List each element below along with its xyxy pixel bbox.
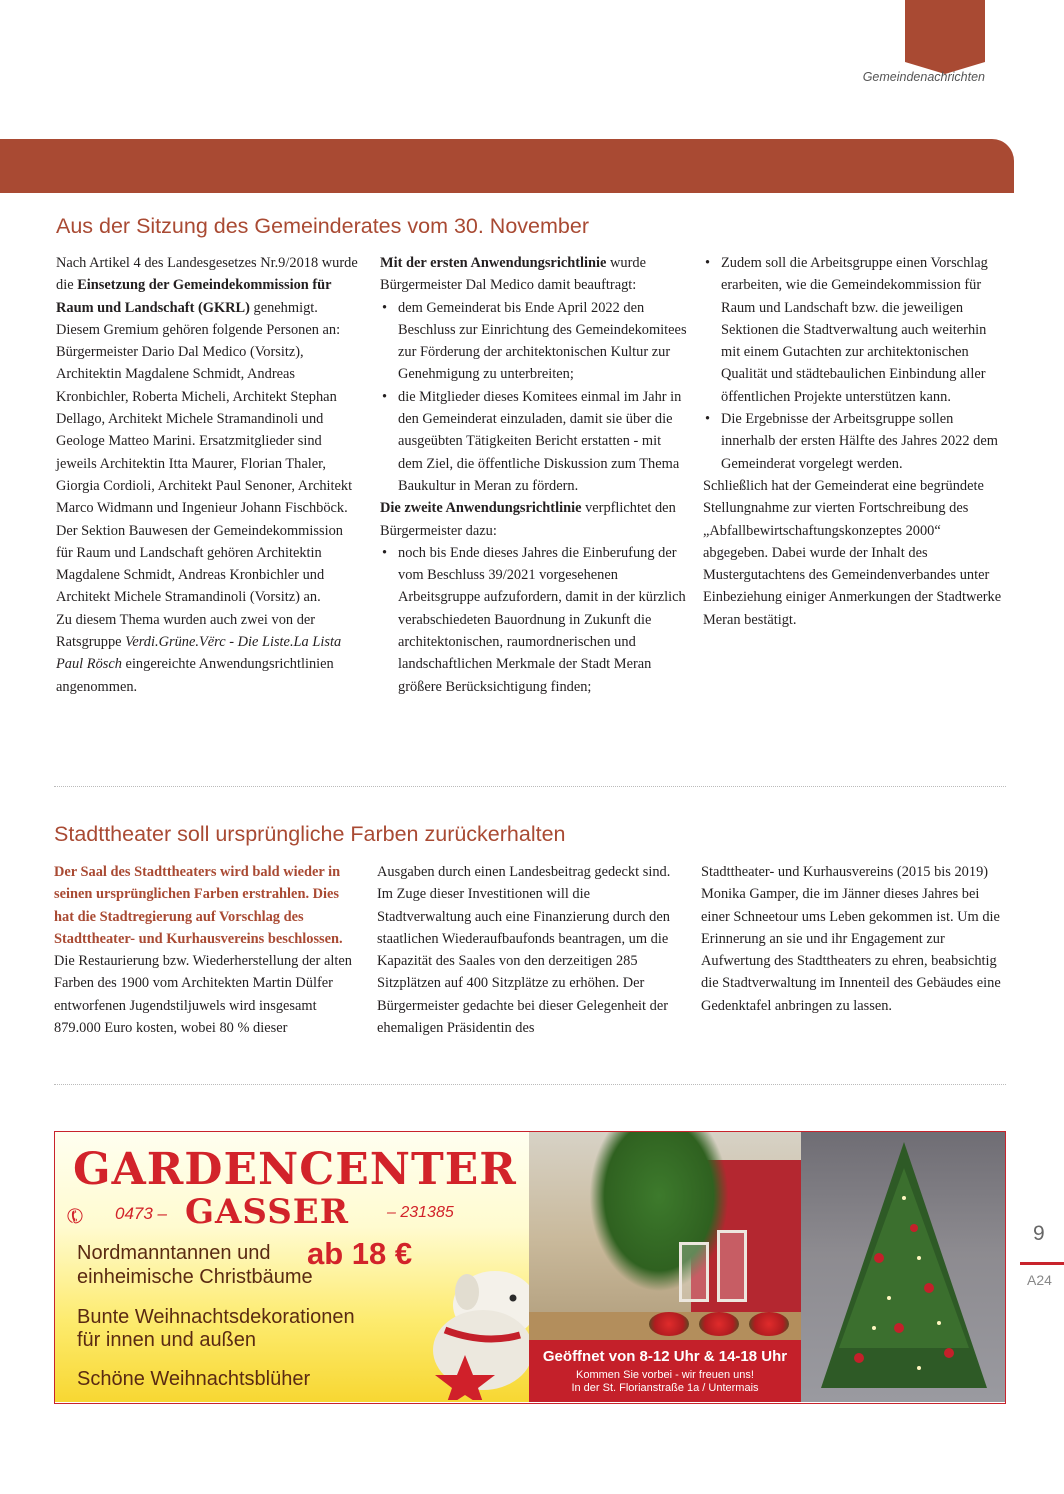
article-2-paragraph: Ausgaben durch einen Landesbeitrag gedeckt sind. Im Zuge dieser Investitionen will die Stadtverwaltung auch eine Finanzierung durch den staatlichen Wiederaufbaufonds beantragen, um die Kapazität des Saales von den derzeitigen 285 Sitzplätzen auf 400 Sitzplätze zu erhöhen. Der Bürgermeister gedachte bei dieser Gelegenheit der ehemaligen Präsidentin des <box>377 864 671 1037</box>
christmas-tree-photo <box>801 1132 1005 1402</box>
ad-phone-suffix: – 231385 <box>387 1204 454 1221</box>
ad-line-1a: Nordmanntannen und <box>77 1242 271 1264</box>
ad-text-panel <box>55 1132 529 1402</box>
flowers-image <box>649 1312 689 1336</box>
article-2-paragraph: Die Restaurierung bzw. Wiederherstellung der alten Farben des 1900 vom Architekten Martin Dülfer entworfenen Jugendstiljuwels wird insgesamt 879.000 Euro kosten, wobei 80 % dieser <box>54 953 352 1037</box>
welcome-text: Kommen Sie vorbei - wir freuen uns! <box>576 1369 754 1381</box>
lantern-image <box>679 1242 709 1302</box>
phone-icon: ✆ <box>62 1203 89 1231</box>
lantern-image <box>717 1230 747 1302</box>
ad-title: GARDENCENTER <box>73 1144 517 1195</box>
article-2-title: Stadttheater soll ursprüngliche Farben zurückerhalten <box>54 822 566 846</box>
text: wurde Bürgermeister Dal Medico damit beauftragt: <box>380 255 646 294</box>
page-code: A24 <box>1027 1272 1052 1288</box>
article-1-column-3 <box>703 252 1009 631</box>
text: eingereichte Anwendungsrichtlinien angenommen. <box>56 656 334 695</box>
section-tab <box>905 0 985 62</box>
article-1-title: Aus der Sitzung des Gemeinderates vom 30. November <box>56 214 589 238</box>
ad-line-2a: Bunte Weihnachtsdekorationen <box>77 1306 355 1328</box>
ad-line-3: Schöne Weihnachtsblüher <box>77 1368 311 1390</box>
ad-decoration-photo <box>529 1132 801 1402</box>
ad-brand: GASSER <box>185 1192 349 1232</box>
article-2-column-3 <box>701 861 1007 1017</box>
bold-text: Die zweite Anwendungsrichtlinie <box>380 500 582 517</box>
article-2-column-2 <box>377 861 685 1039</box>
page-number-rule <box>1020 1262 1064 1265</box>
article-1-paragraph <box>380 497 688 542</box>
list-item: • die Mitglieder dieses Komitees einmal im Jahr in den Gemeinderat einzuladen, damit sie über die ausgeübten Tätigkeiten Bericht erstatten - mit dem Ziel, die öffentliche Diskussion zum Thema Baukultur in Meran zu fördern. <box>380 386 688 497</box>
article-1-paragraph: Schließlich hat der Gemeinderat eine begründete Stellungnahme zur vierten Fortschreibung des „Abfallbewirtschaftungskonzeptes 2000“ abgegeben. Dabei wurde der Inhalt des Mustergutachtens des Gemeindenverbandes unter Einbeziehung einiger Anmerkungen der Stadtwerke Meran bestätigt. <box>703 477 1002 628</box>
divider <box>54 786 1006 787</box>
dog-image <box>425 1250 545 1400</box>
flowers-image <box>699 1312 739 1336</box>
page-number: 9 <box>1033 1222 1045 1245</box>
header-bar <box>0 139 1014 193</box>
list-item: • Zudem soll die Arbeitsgruppe einen Vorschlag erarbeiten, wie die Gemeindekommission für Raum und Landschaft bzw. die jeweiligen Sektionen die Stadtverwaltung auch weiterhin mit einem Gutachten zur architektonischen Qualität und städtebaulichen Einbindung aller öffentlichen Projekte unterstützen kann. <box>703 252 1009 408</box>
section-label: Gemeindenachrichten <box>862 70 985 84</box>
gardencenter-advertisement <box>54 1131 1006 1404</box>
article-1-column-2 <box>380 252 688 698</box>
bold-text: Mit der ersten Anwendungsrichtlinie <box>380 255 607 271</box>
ad-line-1b: einheimische Christbäume <box>77 1266 313 1288</box>
article-1-paragraph <box>56 252 362 609</box>
article-1-column-1 <box>56 252 362 698</box>
article-1-paragraph <box>380 252 688 297</box>
opening-hours: Geöffnet von 8-12 Uhr & 14-18 Uhr <box>542 1348 788 1365</box>
bullet-list <box>703 252 1009 475</box>
text: Zu diesem Thema wurden auch zwei von der Ratsgruppe <box>56 611 316 651</box>
ad-phone-prefix: 0473 – <box>115 1204 167 1223</box>
text: verpflichtet den Bürgermeister dazu: <box>380 500 676 539</box>
article-2-column-1 <box>54 861 360 1039</box>
bold-text: Einsetzung der Gemeindekommission für Raum und Landschaft (GKRL) <box>56 277 332 316</box>
article-2-paragraph: Stadttheater- und Kurhausvereins (2015 bis 2019) Monika Gamper, die im Jänner dieses Jahres bei einer Schneetour ums Leben gekommen ist. Um die Erinnerung an sie und ihr Engagement zur Aufwertung des Stadttheaters zu ehren, beabsichtig die Stadtverwaltung im Innenteil des Gebäudes eine Gedenktafel anbringen zu lassen. <box>701 864 1001 1014</box>
flowers-image <box>749 1312 789 1336</box>
list-item: • Die Ergebnisse der Arbeitsgruppe sollen innerhalb der ersten Hälfte des Jahres 2022 dem Gemeinderat vorgelegt werden. <box>703 408 1009 475</box>
divider <box>54 1084 1006 1085</box>
list-item: • noch bis Ende dieses Jahres die Einberufung der vom Beschluss 39/2021 vorgesehenen Arbeitsgruppe aufzufordern, damit in der kürzlich verabschiedeten Bauordnung in Zukunft die architektonischen, raumordnerischen und landschaftlichen Merkmale der Stadt Meran größere Berücksichtigung finden; <box>380 542 688 698</box>
article-2-lead: Der Saal des Stadttheaters wird bald wieder in seinen ursprünglichen Farben erstrahlen. Dies hat die Stadtregierung auf Vorschlag des Stadttheater- und Kurhausvereins beschlossen. <box>54 864 343 947</box>
ad-line-2b: für innen und außen <box>77 1329 257 1351</box>
opening-hours-banner <box>529 1340 801 1402</box>
ad-price: ab 18 € <box>307 1236 413 1271</box>
list-item: • dem Gemeinderat bis Ende April 2022 den Beschluss zur Einrichtung des Gemeindekomitees zur Förderung der architektonischen Kultur zur Genehmigung zu unterbreiten; <box>380 297 688 386</box>
text: genehmigt. Diesem Gremium gehören folgende Personen an: Bürgermeister Dario Dal Medico (Vorsitz), Architektin Magdalene Schmidt, Andreas Kronbichler, Roberta Micheli, Architekt Stephan Dellago, Architekt Michele Stramandinoli und Geologe Matteo Marini. Ersatzmitglieder sind jeweils Architektin Itta Maurer, Florian Thaler, Giorgia Cordioli, Architekt Paul Senoner, Architekt Marco Widmann und Ingenieur Johann Fischböck. Der Sektion Bauwesen der Gemeindekommission für Raum und Landschaft gehören Architektin Magdalene Schmidt, Andreas Kronbichler und Architekt Michele Stramandinoli (Vorsitz) an. <box>56 299 353 606</box>
bullet-list <box>380 542 688 698</box>
bullet-list <box>380 297 688 498</box>
italic-text: Verdi.Grüne.Vërc - Die Liste.La Lista Paul Rösch <box>56 634 342 673</box>
article-1-paragraph <box>56 609 362 698</box>
text: Nach Artikel 4 des Landesgesetzes Nr.9/2018 wurde die <box>56 255 358 294</box>
address: In der St. Florianstraße 1a / Untermais <box>571 1382 759 1394</box>
christmas-tree-image <box>819 1138 989 1396</box>
